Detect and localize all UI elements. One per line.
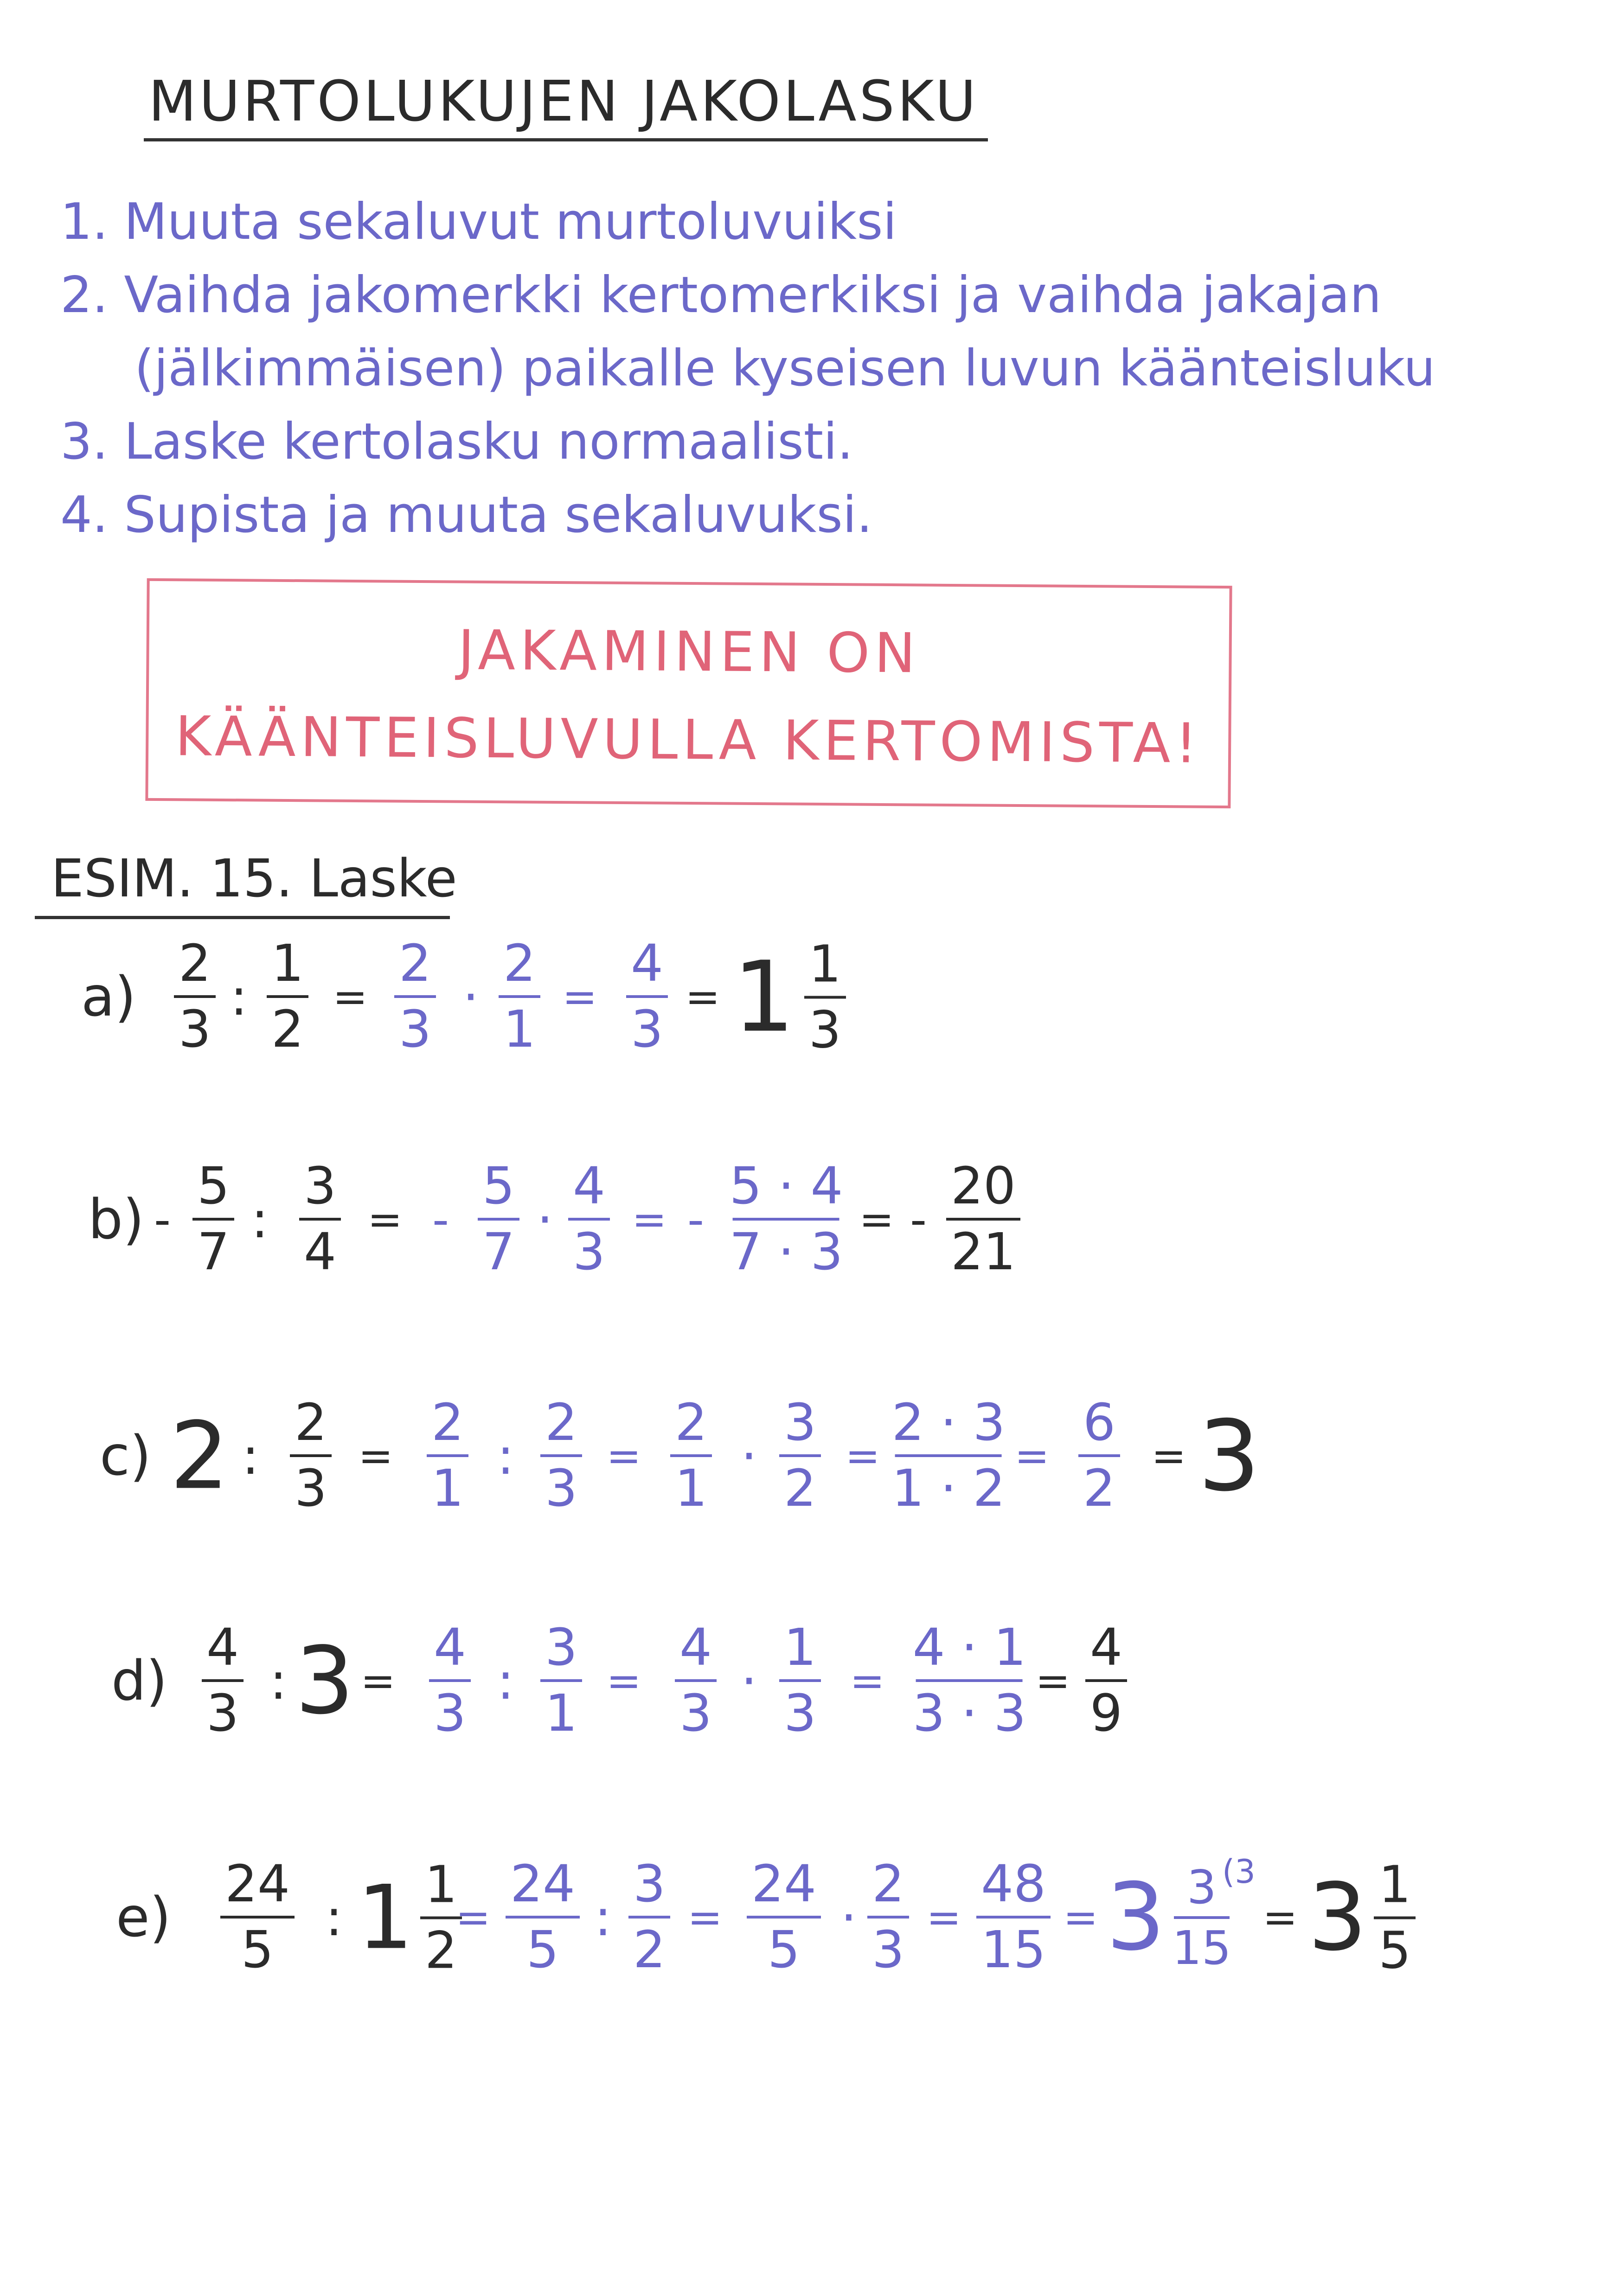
whole-part: 1: [357, 1866, 413, 1969]
multiply-sign: ·: [840, 1888, 857, 1947]
steps-list: [60, 185, 1435, 552]
fraction: 3 2: [779, 1396, 821, 1515]
fraction: 3 2: [628, 1857, 670, 1976]
fraction: 1 3: [779, 1621, 821, 1740]
example-b: [0, 1150, 1602, 1289]
title-underline: [144, 138, 988, 141]
step-2: 2. Vaihda jakomerkki kertomerkiksi ja vaihda jakajan: [60, 266, 1382, 324]
fraction: 1 2: [420, 1858, 462, 1977]
fraction: 24 5: [747, 1857, 821, 1976]
fraction: 4 3: [429, 1621, 471, 1740]
fraction: 5 · 4 7 · 3: [729, 1156, 843, 1281]
equals-sign: =: [1035, 1656, 1070, 1706]
fraction: 2 · 3 1 · 2: [891, 1393, 1006, 1518]
fraction: 4 3: [626, 937, 668, 1056]
equals-sign: =: [845, 1432, 880, 1481]
equals-sign: =: [1014, 1432, 1050, 1481]
mixed-number: [1308, 1855, 1416, 1980]
example-e: [0, 1848, 1602, 1987]
rule-line-1: JAKAMINEN ON: [458, 618, 921, 685]
fraction: 48 15: [976, 1857, 1051, 1976]
divide-sign: :: [594, 1888, 612, 1947]
example-c: [0, 1387, 1602, 1526]
fraction: 6 2: [1078, 1396, 1120, 1515]
divide-sign: :: [269, 1651, 287, 1711]
fraction: 1 2: [267, 937, 308, 1056]
step-2-continued: (jälkimmäisen) paikalle kyseisen luvun käänteisluku: [135, 339, 1435, 397]
fraction: 2 3: [540, 1396, 582, 1515]
example-a: [0, 927, 1602, 1067]
example-d: [0, 1612, 1602, 1751]
example-label: c): [100, 1424, 151, 1488]
multiply-sign: ·: [741, 1426, 757, 1486]
fraction: 2 3: [867, 1857, 909, 1976]
fraction: 2 3: [394, 937, 436, 1056]
fraction: [174, 934, 216, 1059]
result-number: 3: [1198, 1399, 1260, 1513]
example-label: b): [88, 1187, 144, 1251]
fraction: 2 1: [670, 1396, 712, 1515]
mixed-number: [1106, 1860, 1231, 1975]
divide-sign: :: [497, 1651, 514, 1711]
fraction: 24 5: [220, 1857, 295, 1976]
denominator: 3: [179, 999, 211, 1059]
fraction: 5 7: [192, 1159, 234, 1279]
equals-sign: =: [606, 1656, 641, 1706]
minus-sign: -: [432, 1192, 449, 1247]
rule-line-2: KÄÄNTEISLUVULLA KERTOMISTA!: [175, 704, 1202, 775]
whole-number: 2: [170, 1402, 229, 1510]
equals-sign: =: [455, 1893, 491, 1942]
fraction: 4 3: [202, 1621, 244, 1740]
step-4: 4. Supista ja muuta sekaluvuksi.: [60, 486, 873, 544]
rule-box: [145, 578, 1232, 808]
equals-sign: =: [859, 1195, 894, 1244]
multiply-sign: ·: [741, 1651, 757, 1711]
equals-sign: =: [358, 1432, 393, 1481]
divide-sign: :: [230, 967, 248, 1027]
reduce-note: (3: [1222, 1853, 1256, 1891]
multiply-sign: ·: [537, 1190, 553, 1249]
equals-sign: =: [1063, 1893, 1098, 1942]
page-title: MURTOLUKUJEN JAKOLASKU: [148, 70, 979, 134]
fraction: 3 15: [1172, 1860, 1231, 1975]
fraction: 4 3: [568, 1159, 610, 1279]
numerator: 2: [179, 934, 211, 993]
fraction: 2 1: [427, 1396, 468, 1515]
fraction: 20 21: [946, 1159, 1020, 1279]
fraction: 3 1: [540, 1621, 582, 1740]
step-1: 1. Muuta sekaluvut murtoluvuiksi: [60, 193, 897, 251]
equals-sign: =: [360, 1656, 396, 1706]
fraction: 3 4: [299, 1159, 341, 1279]
fraction: 4 9: [1085, 1621, 1127, 1740]
example-heading: ESIM. 15. Laske: [51, 849, 457, 909]
multiply-sign: ·: [462, 967, 479, 1027]
equals-sign: =: [1262, 1893, 1298, 1942]
fraction: 24 5: [506, 1857, 580, 1976]
divide-sign: :: [242, 1426, 259, 1486]
equals-sign: =: [632, 1195, 667, 1244]
example-heading-underline: [35, 916, 450, 919]
example-label: d): [111, 1649, 167, 1713]
fraction: 5 7: [478, 1159, 519, 1279]
divide-sign: :: [251, 1190, 269, 1249]
example-label: a): [81, 965, 136, 1029]
equals-sign: =: [1151, 1432, 1186, 1481]
fraction: 4 3: [675, 1621, 717, 1740]
fraction: 2 3: [290, 1396, 332, 1515]
mixed-number: [733, 934, 846, 1059]
equals-sign: =: [926, 1893, 961, 1942]
whole-part: 3: [1308, 1863, 1367, 1971]
minus-sign: -: [154, 1192, 171, 1247]
equals-sign: =: [562, 972, 597, 1022]
mixed-number: [357, 1855, 462, 1980]
equals-sign: =: [367, 1195, 403, 1244]
whole-number: 3: [295, 1627, 354, 1735]
example-label: e): [116, 1885, 171, 1949]
equals-sign: =: [850, 1656, 885, 1706]
minus-sign: -: [687, 1192, 705, 1247]
fraction: 1 3: [804, 938, 846, 1057]
step-3: 3. Laske kertolasku normaalisti.: [60, 413, 853, 471]
equals-sign: =: [333, 972, 368, 1022]
fraction: 1 5: [1374, 1858, 1416, 1977]
divide-sign: :: [325, 1888, 343, 1947]
fraction: 2 1: [499, 937, 540, 1056]
divide-sign: :: [497, 1426, 514, 1486]
minus-sign: -: [910, 1192, 927, 1247]
equals-sign: =: [685, 972, 720, 1022]
equals-sign: =: [687, 1893, 723, 1942]
equals-sign: =: [606, 1432, 641, 1481]
whole-part: 1: [733, 940, 795, 1054]
fraction: 4 · 1 3 · 3: [912, 1618, 1026, 1743]
whole-part: 3: [1106, 1863, 1166, 1971]
